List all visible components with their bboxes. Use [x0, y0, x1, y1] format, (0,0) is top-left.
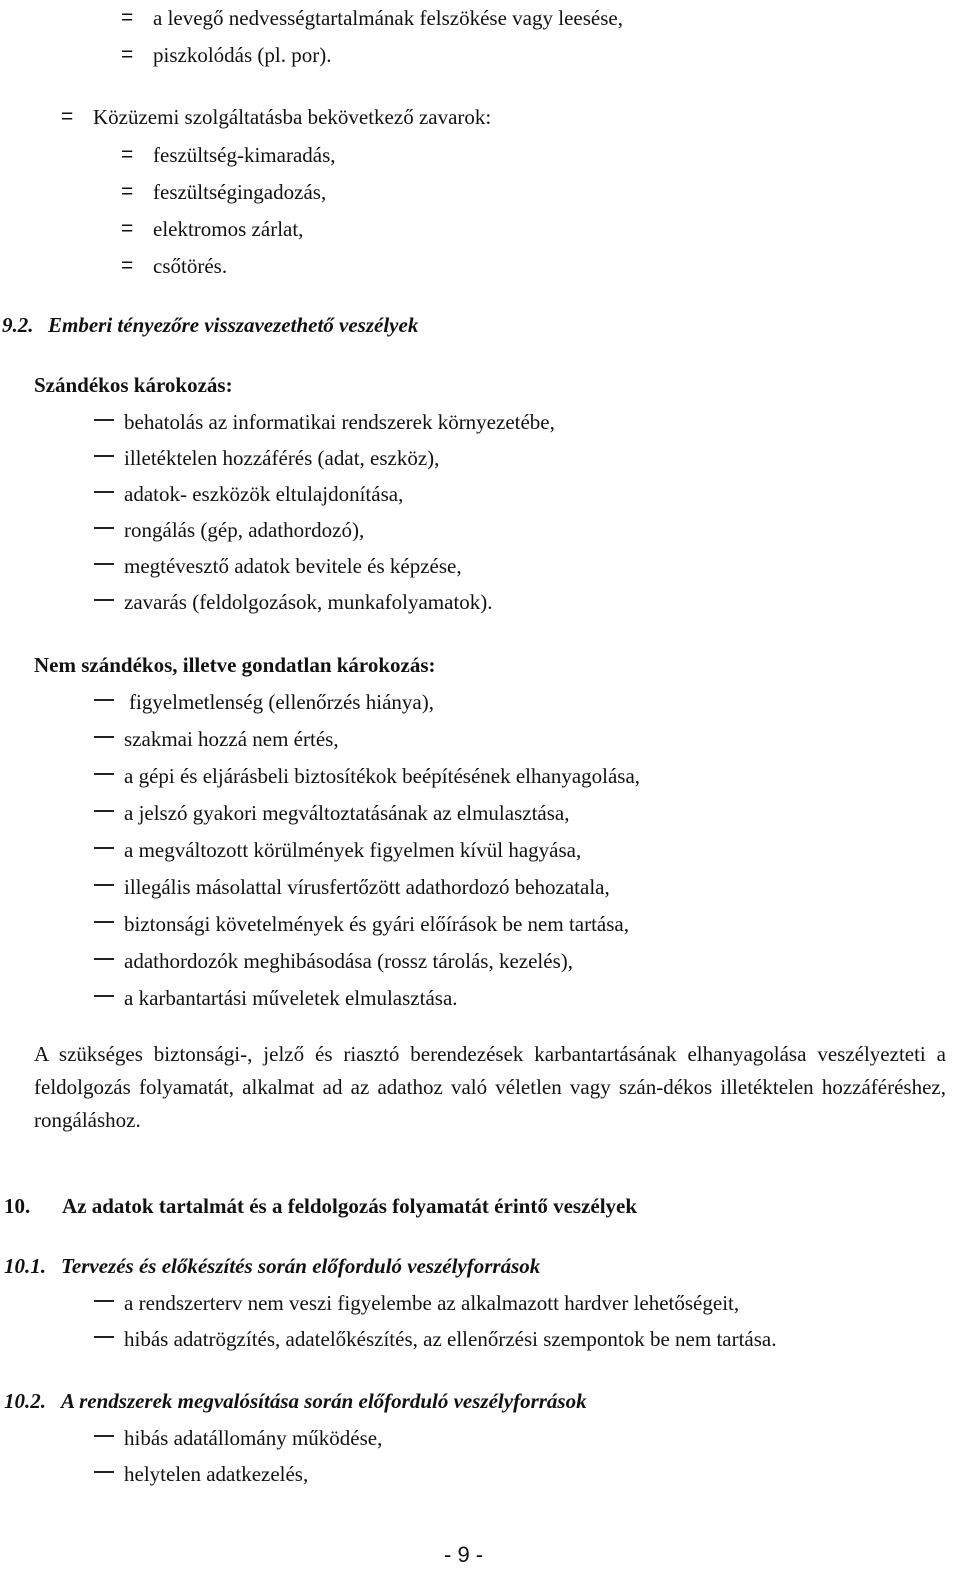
section-number: 10.1.: [4, 1254, 46, 1278]
dash-bullet: [94, 419, 114, 421]
list-item: a rendszerterv nem veszi figyelembe az alkalmazott hardver lehetőségeit,: [124, 1291, 740, 1315]
list-item: a karbantartási műveletek elmulasztása.: [124, 986, 458, 1010]
dash-bullet: [94, 563, 114, 565]
list-item: piszkolódás (pl. por).: [153, 43, 332, 67]
list-item: illetéktelen hozzáférés (adat, eszköz),: [124, 446, 440, 470]
dash-bullet: [94, 958, 114, 960]
list-item: rongálás (gép, adathordozó),: [124, 518, 365, 542]
list-item: feszültség-kimaradás,: [153, 143, 336, 167]
list-item: zavarás (feldolgozások, munkafolyamatok).: [124, 590, 493, 614]
section-number: 10.2.: [4, 1389, 46, 1413]
dash-bullet: [94, 1471, 114, 1473]
dash-bullet: [94, 699, 114, 701]
bullet-equals: =: [121, 217, 134, 240]
list-item: szakmai hozzá nem értés,: [124, 727, 339, 751]
section-title: A rendszerek megvalósítása során előforduló veszélyforrások: [61, 1389, 587, 1413]
body-paragraph: A szükséges biztonsági-, jelző és riasztó berendezések karbantartásának elhanyagolása veszélyezteti a feldolgozás folyamatát, alkalmat ad az adathoz való véletlen vagy szán-dékos illetéktelen hozzáféréshez, rongáláshoz.: [34, 1042, 946, 1132]
section-title: Tervezés és előkészítés során előforduló veszélyforrások: [61, 1254, 541, 1278]
list-item: adathordozók meghibásodása (rossz tárolás, kezelés),: [124, 949, 573, 973]
dash-bullet: [94, 1435, 114, 1437]
list-item: illegális másolattal vírusfertőzött adathordozó behozatala,: [124, 875, 610, 899]
dash-bullet: [94, 599, 114, 601]
dash-bullet: [94, 491, 114, 493]
section-number: 10.: [4, 1194, 31, 1218]
dash-bullet: [94, 810, 114, 812]
bullet-equals: =: [121, 43, 134, 66]
list-item: a megváltozott körülmények figyelmen kívül hagyása,: [124, 838, 582, 862]
list-item: csőtörés.: [153, 254, 228, 278]
dash-bullet: [94, 921, 114, 923]
list-item: hibás adatrögzítés, adatelőkészítés, az ellenőrzési szempontok be nem tartása.: [124, 1327, 777, 1351]
list-item: megtévesztő adatok bevitele és képzése,: [124, 554, 462, 578]
subheading: Szándékos károkozás:: [34, 373, 233, 397]
dash-bullet: [94, 884, 114, 886]
dash-bullet: [94, 773, 114, 775]
list-item: a jelszó gyakori megváltoztatásának az elmulasztása,: [124, 801, 570, 825]
list-item: a gépi és eljárásbeli biztosítékok beépítésének elhanyagolása,: [124, 764, 641, 788]
list-item: feszültségingadozás,: [153, 180, 327, 204]
list-item: helytelen adatkezelés,: [124, 1462, 309, 1486]
bullet-equals: =: [121, 180, 134, 203]
dash-bullet: [94, 995, 114, 997]
dash-bullet: [94, 527, 114, 529]
dash-bullet: [94, 455, 114, 457]
list-item: figyelmetlenség (ellenőrzés hiánya),: [129, 690, 434, 714]
section-number: 9.2.: [2, 313, 34, 337]
dash-bullet: [94, 847, 114, 849]
dash-bullet: [94, 1300, 114, 1302]
subheading: Nem szándékos, illetve gondatlan károkozás:: [34, 653, 436, 677]
list-item: biztonsági követelmények és gyári előírások be nem tartása,: [124, 912, 629, 936]
list-item: elektromos zárlat,: [153, 217, 304, 241]
bullet-equals: =: [121, 143, 134, 166]
list-item: hibás adatállomány működése,: [124, 1426, 383, 1450]
bullet-equals: =: [121, 6, 134, 29]
utility-heading: Közüzemi szolgáltatásba bekövetkező zavarok:: [93, 105, 492, 129]
page-number: - 9 -: [444, 1542, 484, 1567]
list-item: behatolás az informatikai rendszerek környezetébe,: [124, 410, 555, 434]
bullet-equals: =: [121, 254, 134, 277]
list-item: adatok- eszközök eltulajdonítása,: [124, 482, 404, 506]
section-title: Az adatok tartalmát és a feldolgozás folyamatát érintő veszélyek: [62, 1194, 638, 1218]
list-item: a levegő nedvességtartalmának felszökése vagy leesése,: [153, 6, 623, 30]
dash-bullet: [94, 736, 114, 738]
dash-bullet: [94, 1336, 114, 1338]
section-title: Emberi tényezőre visszavezethető veszélyek: [48, 313, 419, 337]
bullet-equals: =: [61, 105, 74, 128]
